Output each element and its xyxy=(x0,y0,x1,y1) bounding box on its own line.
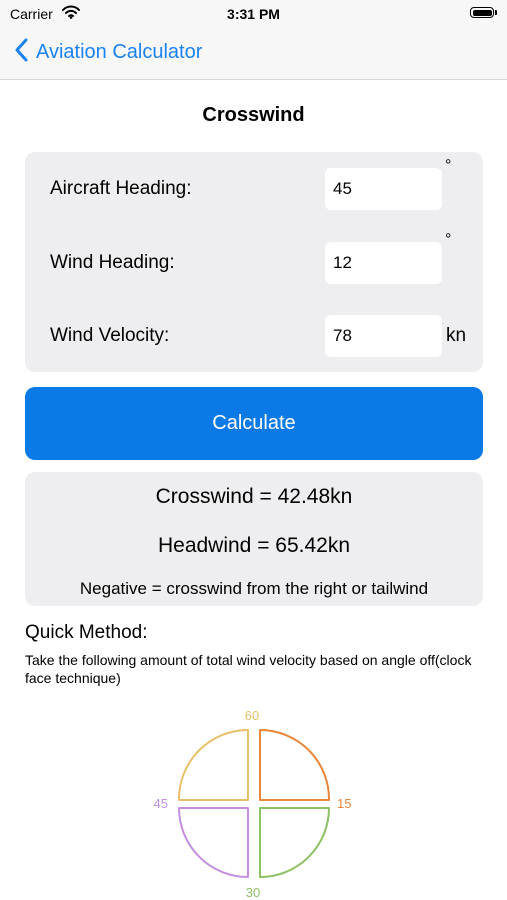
wind-velocity-label: Wind Velocity: xyxy=(50,325,170,346)
battery-icon xyxy=(470,7,494,18)
degree-unit: ° xyxy=(445,231,452,248)
degree-unit: ° xyxy=(445,157,452,174)
aircraft-heading-field[interactable] xyxy=(325,168,442,210)
result-panel xyxy=(25,472,483,606)
back-button[interactable] xyxy=(14,38,202,67)
quadrant-label-left: 45 xyxy=(153,796,168,811)
quick-method-heading: Quick Method: xyxy=(25,622,148,643)
battery-tip xyxy=(495,10,497,15)
page-title: Crosswind xyxy=(202,104,305,126)
quadrant-top-left xyxy=(179,730,248,800)
back-button-label: Aviation Calculator xyxy=(36,41,203,63)
knots-unit: kn xyxy=(446,325,467,346)
carrier-label: Carrier xyxy=(10,6,53,22)
sign-note: Negative = crosswind from the right or tailwind xyxy=(79,579,429,598)
calculate-button[interactable]: Calculate xyxy=(25,387,483,460)
quadrant-label-bottom: 30 xyxy=(245,885,261,900)
quadrant-label-top: 60 xyxy=(244,708,260,723)
input-panel xyxy=(25,152,483,372)
quick-method-description: Take the following amount of total wind velocity based on angle off(clock face technique) xyxy=(25,652,472,686)
status-time: 3:31 PM xyxy=(227,6,280,22)
crosswind-result: Crosswind = 42.48kn xyxy=(155,485,353,508)
quadrant-bottom-right xyxy=(260,808,329,877)
quadrant-bottom-left xyxy=(179,808,248,877)
headwind-result: Headwind = 65.42kn xyxy=(157,534,351,557)
status-bar xyxy=(0,0,507,28)
navigation-bar xyxy=(0,28,507,80)
wind-velocity-field[interactable] xyxy=(325,315,442,357)
clock-face-diagram xyxy=(140,702,370,900)
wind-heading-field[interactable] xyxy=(325,242,442,284)
wind-heading-label: Wind Heading: xyxy=(50,252,175,273)
quadrant-top-right xyxy=(260,730,329,800)
quadrant-label-right: 15 xyxy=(337,796,352,811)
aircraft-heading-label: Aircraft Heading: xyxy=(50,178,192,199)
chevron-left-icon xyxy=(14,38,36,67)
